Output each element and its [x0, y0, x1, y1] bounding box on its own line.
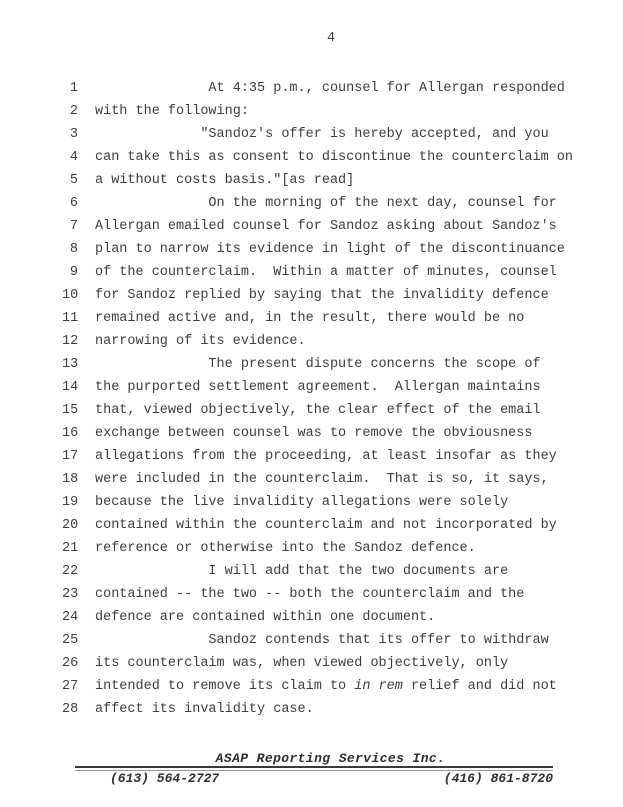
line-number: 19 [62, 495, 79, 510]
line-text: were included in the counterclaim. That is so, it says, [95, 472, 549, 487]
transcript-line [62, 100, 573, 123]
transcript-line [62, 169, 573, 192]
line-text: intended to remove its claim to in rem relief and did not [95, 679, 557, 694]
line-number: 5 [69, 173, 78, 188]
line-number: 24 [62, 610, 79, 625]
line-text: its counterclaim was, when viewed objectively, only [95, 656, 509, 671]
line-number: 26 [62, 656, 79, 671]
line-number: 22 [62, 564, 79, 579]
line-number: 4 [69, 150, 78, 165]
phone-number-ottawa: (613) 564-2727 [110, 771, 220, 786]
line-number: 27 [62, 679, 79, 694]
line-number: 7 [69, 219, 78, 234]
page-number: 4 [327, 31, 336, 46]
transcript-line [62, 307, 573, 330]
line-number: 23 [62, 587, 79, 602]
transcript-line [62, 284, 573, 307]
line-text: with the following: [95, 104, 249, 119]
line-text: that, viewed objectively, the clear effect of the email [95, 403, 541, 418]
transcript-line [62, 606, 573, 629]
line-number: 1 [69, 81, 78, 96]
line-text: On the morning of the next day, counsel for [95, 196, 557, 211]
line-text: a without costs basis."[as read] [95, 173, 355, 188]
line-number: 18 [62, 472, 79, 487]
line-number: 17 [62, 449, 79, 464]
line-number: 28 [62, 702, 79, 717]
transcript-line [62, 376, 573, 399]
line-text: because the live invalidity allegations were solely [95, 495, 509, 510]
line-text: narrowing of its evidence. [95, 334, 306, 349]
line-number: 14 [62, 380, 79, 395]
footer-divider [75, 766, 553, 771]
line-text: the purported settlement agreement. Allergan maintains [95, 380, 541, 395]
transcript-line [62, 491, 573, 514]
line-text: for Sandoz replied by saying that the invalidity defence [95, 288, 549, 303]
phone-number-toronto: (416) 861-8720 [443, 771, 553, 786]
transcript-line [62, 698, 573, 721]
line-number: 8 [69, 242, 78, 257]
line-text: defence are contained within one document. [95, 610, 436, 625]
line-text: reference or otherwise into the Sandoz defence. [95, 541, 476, 556]
transcript-line [62, 123, 573, 146]
transcript-line [62, 652, 573, 675]
line-text: contained within the counterclaim and not incorporated by [95, 518, 557, 533]
transcript-line [62, 675, 573, 698]
line-number: 11 [62, 311, 79, 326]
transcript-line [62, 514, 573, 537]
transcript-line [62, 192, 573, 215]
transcript-line [62, 537, 573, 560]
line-text: Sandoz contends that its offer to withdraw [95, 633, 549, 648]
line-number: 10 [62, 288, 79, 303]
line-text: exchange between counsel was to remove the obviousness [95, 426, 533, 441]
line-number: 15 [62, 403, 79, 418]
line-number: 16 [62, 426, 79, 441]
transcript-line [62, 215, 573, 238]
line-number: 13 [62, 357, 79, 372]
line-text: Allergan emailed counsel for Sandoz asking about Sandoz's [95, 219, 557, 234]
transcript-line [62, 353, 573, 376]
line-text: can take this as consent to discontinue the counterclaim on [95, 150, 573, 165]
line-number: 25 [62, 633, 79, 648]
line-number: 9 [69, 265, 78, 280]
line-text: At 4:35 p.m., counsel for Allergan responded [95, 81, 565, 96]
line-text: plan to narrow its evidence in light of the discontinuance [95, 242, 565, 257]
line-text: "Sandoz's offer is hereby accepted, and you [95, 127, 549, 142]
line-text: affect its invalidity case. [95, 702, 314, 717]
transcript-line [62, 468, 573, 491]
line-text: The present dispute concerns the scope of [95, 357, 541, 372]
line-text: allegations from the proceeding, at least insofar as they [95, 449, 557, 464]
transcript-line [62, 238, 573, 261]
transcript-line [62, 583, 573, 606]
transcript-line [62, 422, 573, 445]
line-number: 6 [69, 196, 78, 211]
transcript-line [62, 445, 573, 468]
transcript-lines [62, 77, 573, 721]
line-number: 12 [62, 334, 79, 349]
transcript-line [62, 146, 573, 169]
transcript-line [62, 77, 573, 100]
transcript-line [62, 629, 573, 652]
transcript-line [62, 399, 573, 422]
transcript-line [62, 560, 573, 583]
line-number: 2 [69, 104, 78, 119]
transcript-line [62, 261, 573, 284]
line-number: 21 [62, 541, 79, 556]
reporting-company-name: ASAP Reporting Services Inc. [215, 751, 446, 766]
line-number: 20 [62, 518, 79, 533]
line-number: 3 [69, 127, 78, 142]
line-text: of the counterclaim. Within a matter of minutes, counsel [95, 265, 557, 280]
line-text: I will add that the two documents are [95, 564, 509, 579]
line-text: remained active and, in the result, there would be no [95, 311, 525, 326]
transcript-line [62, 330, 573, 353]
line-text: contained -- the two -- both the counterclaim and the [95, 587, 525, 602]
